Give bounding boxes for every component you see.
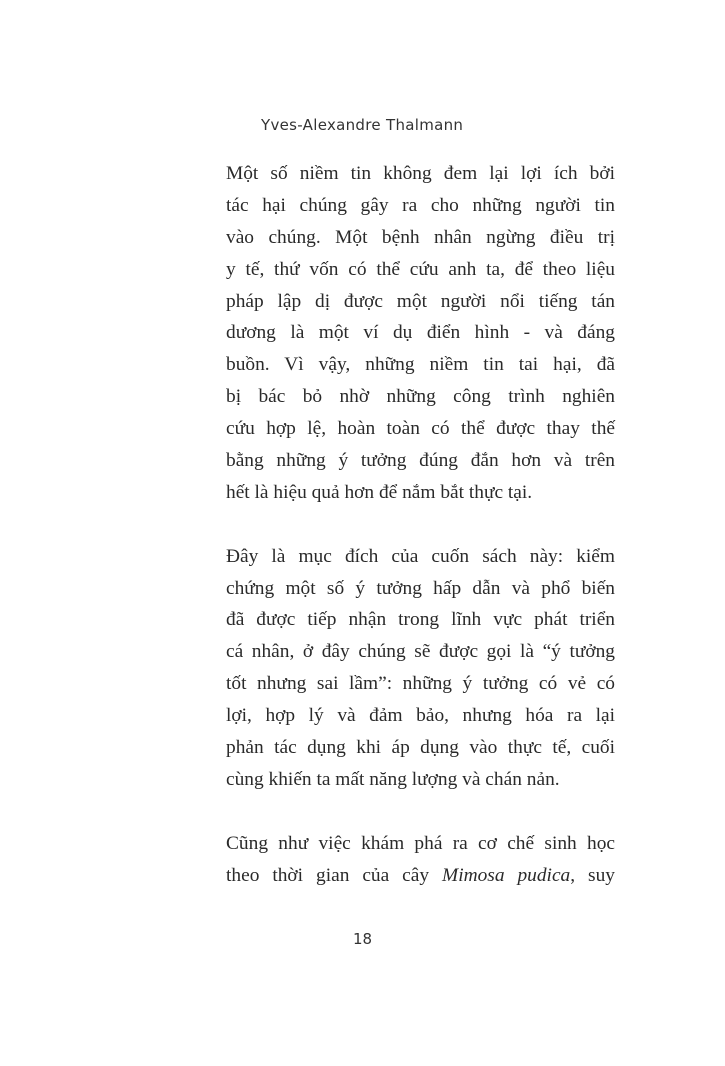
paragraph [226, 828, 615, 892]
text-line: y tế, thứ vốn có thể cứu anh ta, để theo liệu [226, 258, 615, 280]
page-number: 18 [352, 930, 373, 948]
text-line: cùng khiến ta mất năng lượng và chán nản. [226, 768, 560, 790]
paragraph [226, 158, 615, 509]
paragraph-gap [226, 509, 615, 541]
text-line: bằng những ý tưởng đúng đắn hơn và trên [226, 450, 615, 472]
text-line: Đây là mục đích của cuốn sách này: kiểm [226, 545, 615, 567]
text-line: đã được tiếp nhận trong lĩnh vực phát triển [226, 609, 615, 631]
text-line: buồn. Vì vậy, những niềm tin tai hại, đã [226, 354, 615, 376]
paragraph-gap [226, 796, 615, 828]
text-line: cứu hợp lệ, hoàn toàn có thể được thay thế [226, 418, 615, 440]
running-header-author: Yves-Alexandre Thalmann [261, 116, 464, 134]
species-name-italic: Mimosa pudica [442, 864, 571, 886]
text-run: theo thời gian của cây [226, 864, 443, 886]
text-line: Một số niềm tin không đem lại lợi ích bởi [226, 163, 615, 184]
text-line: vào chúng. Một bệnh nhân ngừng điều trị [226, 226, 615, 248]
body-text [226, 158, 615, 891]
text-line [226, 860, 615, 892]
text-line: phản tác dụng khi áp dụng vào thực tế, cuối [226, 737, 615, 759]
text-line: dương là một ví dụ điển hình - và đáng [226, 322, 615, 344]
text-line: chứng một số ý tưởng hấp dẫn và phổ biến [226, 577, 615, 599]
paragraph [226, 541, 615, 796]
text-line: lợi, hợp lý và đảm bảo, nhưng hóa ra lại [226, 705, 615, 727]
text-run: , suy [570, 864, 615, 886]
text-line: tốt nhưng sai lầm”: những ý tưởng có vẻ có [226, 673, 615, 695]
text-line: pháp lập dị được một người nổi tiếng tán [226, 290, 615, 312]
text-line: cá nhân, ở đây chúng sẽ được gọi là “ý tưởng [226, 641, 615, 663]
text-line: tác hại chúng gây ra cho những người tin [226, 194, 615, 216]
text-line: Cũng như việc khám phá ra cơ chế sinh học [226, 832, 615, 854]
text-line: hết là hiệu quả hơn để nắm bắt thực tại. [226, 481, 533, 503]
text-line: bị bác bỏ nhờ những công trình nghiên [226, 386, 615, 408]
